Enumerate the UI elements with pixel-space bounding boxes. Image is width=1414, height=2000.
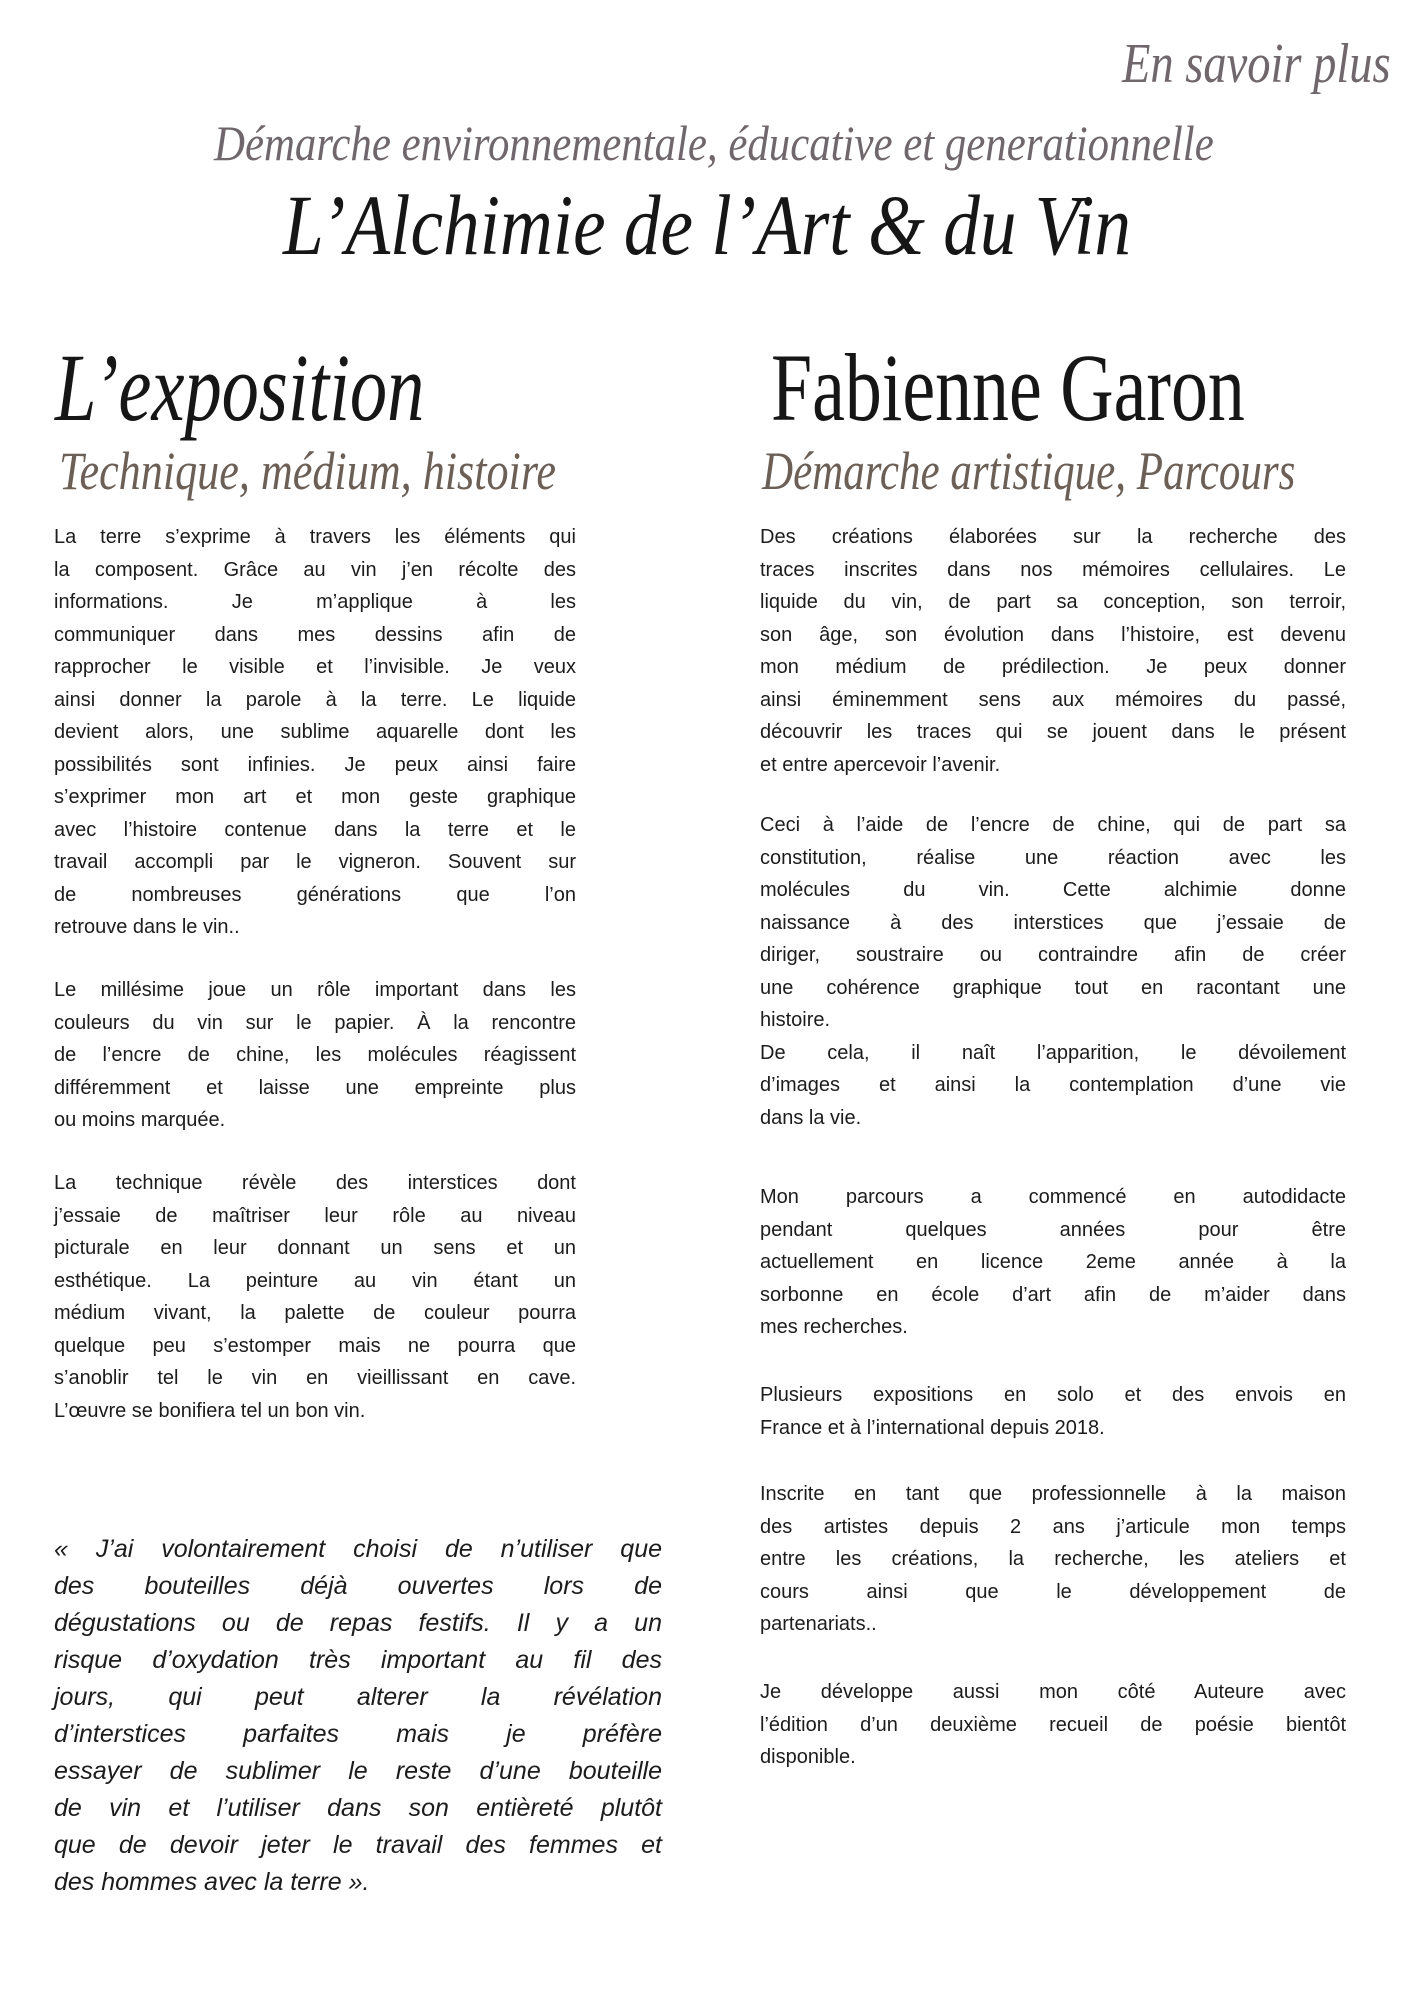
text-line: essayer de sublimer le reste d’une bouteille [54,1757,662,1785]
text-line: son âge, son évolution dans l’histoire, est devenu [760,623,1346,646]
text-line: naissance à des interstices que j’essaie de [760,911,1346,934]
text-line: dégustations ou de repas festifs. Il y a un [54,1609,662,1637]
text-line: pendant quelques années pour être [760,1218,1346,1241]
en-savoir-plus-link[interactable]: En savoir plus [1122,33,1391,95]
exposition-paragraph [54,974,576,1137]
text-line: Plusieurs expositions en solo et des envois en [760,1384,1346,1406]
text-line: molécules du vin. Cette alchimie donne [760,879,1346,901]
text-line: retrouve dans le vin.. [54,916,240,938]
text-line: travail accompli par le vigneron. Souvent sur [54,851,576,873]
text-line: d’interstices parfaites mais je préfère [54,1720,662,1748]
page-kicker: Démarche environnementale, éducative et generationnelle [214,115,1214,171]
text-line: sorbonne en école d’art afin de m’aider dans [760,1283,1346,1306]
text-line: la composent. Grâce au vin j’en récolte des [54,558,576,581]
text-line: jours, qui peut alterer la révélation [54,1683,662,1711]
text-line: possibilités sont infinies. Je peux ainsi faire [54,753,576,776]
text-line: La technique révèle des interstices dont [54,1172,576,1194]
text-line: des hommes avec la terre ». [54,1868,370,1896]
text-line: informations. Je m’applique à les [54,591,576,613]
text-line: esthétique. La peinture au vin étant un [54,1269,576,1292]
artist-paragraph [760,1676,1346,1774]
text-line: que de devoir jeter le travail des femmes et [54,1831,662,1859]
text-line: rapprocher le visible et l’invisible. Je veux [54,656,576,678]
text-line: quelque peu s’estomper mais ne pourra que [54,1334,576,1357]
text-line: avec l’histoire contenue dans la terre et le [54,818,576,841]
text-line: La terre s’exprime à travers les éléments qui [54,526,576,548]
text-line: risque d’oxydation très important au fil des [54,1646,662,1674]
text-line: Inscrite en tant que professionnelle à la maison [760,1483,1346,1505]
text-line: liquide du vin, de part sa conception, son terroir, [760,591,1346,613]
text-line: et entre apercevoir l’avenir. [760,753,1001,776]
text-line: actuellement en licence 2eme année à la [760,1251,1346,1273]
exposition-subheading: Technique, médium, histoire [59,441,556,501]
text-line: l’édition d’un deuxième recueil de poésie bientôt [760,1713,1346,1736]
text-line: ainsi donner la parole à la terre. Le liquide [54,688,576,711]
text-line: couleurs du vin sur le papier. À la rencontre [54,1011,576,1034]
text-line: de l’encre de chine, les molécules réagissent [54,1044,576,1066]
text-line: France et à l’international depuis 2018. [760,1416,1105,1439]
text-line: histoire. [760,1009,831,1031]
exposition-heading: L’exposition [55,334,425,441]
text-line: devient alors, une sublime aquarelle dont les [54,721,576,743]
text-line: cours ainsi que le développement de [760,1580,1346,1603]
text-line: disponible. [760,1746,856,1768]
text-line: différemment et laisse une empreinte plus [54,1076,576,1099]
artist-quote [54,1531,662,1901]
text-line: j’essaie de maîtriser leur rôle au niveau [54,1204,576,1227]
text-line: des bouteilles déjà ouvertes lors de [54,1572,662,1600]
text-line: picturale en leur donnant un sens et un [54,1237,576,1259]
text-line: mes recherches. [760,1316,908,1338]
artist-paragraph [760,1478,1346,1641]
artist-paragraph [760,1379,1346,1444]
text-line: « J’ai volontairement choisi de n’utiliser que [54,1535,662,1563]
text-line: L’œuvre se bonifiera tel un bon vin. [54,1399,366,1422]
text-line: de vin et l’utiliser dans son entièreté plutôt [54,1794,662,1822]
artist-paragraph [760,809,1346,1134]
text-line: De cela, il naît l’apparition, le dévoilement [760,1041,1346,1064]
text-line: communiquer dans mes dessins afin de [54,623,576,646]
artist-heading: Fabienne Garon [771,334,1245,441]
text-line: mon médium de prédilection. Je peux donner [760,656,1346,678]
text-line: s’anoblir tel le vin en vieillissant en cave. [54,1367,576,1389]
page-title: L’Alchimie de l’Art & du Vin [283,177,1131,273]
text-line: ainsi éminemment sens aux mémoires du passé, [760,688,1346,711]
text-line: une cohérence graphique tout en racontant une [760,976,1346,999]
text-line: Je développe aussi mon côté Auteure avec [760,1681,1346,1703]
text-line: Ceci à l’aide de l’encre de chine, qui de part sa [760,814,1346,836]
text-line: Mon parcours a commencé en autodidacte [760,1186,1346,1208]
text-line: s’exprimer mon art et mon geste graphique [54,786,576,808]
exposition-paragraph [54,1167,576,1427]
text-line: diriger, soustraire ou contraindre afin de créer [760,944,1346,966]
artist-paragraph [760,1181,1346,1344]
artist-subheading: Démarche artistique, Parcours [762,441,1296,501]
artist-paragraph [760,521,1346,781]
text-line: partenariats.. [760,1613,877,1635]
text-line: des artistes depuis 2 ans j’articule mon temps [760,1515,1346,1538]
text-line: Des créations élaborées sur la recherche des [760,526,1346,548]
text-line: traces inscrites dans nos mémoires cellulaires. Le [760,558,1346,581]
text-line: médium vivant, la palette de couleur pourra [54,1302,576,1324]
text-line: dans la vie. [760,1106,862,1129]
text-line: d’images et ainsi la contemplation d’une vie [760,1074,1346,1096]
text-line: de nombreuses générations que l’on [54,883,576,906]
exposition-paragraph [54,521,576,944]
text-line: ou moins marquée. [54,1109,226,1131]
text-line: entre les créations, la recherche, les ateliers et [760,1548,1346,1570]
text-line: constitution, réalise une réaction avec les [760,846,1346,869]
text-line: Le millésime joue un rôle important dans les [54,979,576,1001]
text-line: découvrir les traces qui se jouent dans le présent [760,721,1346,743]
